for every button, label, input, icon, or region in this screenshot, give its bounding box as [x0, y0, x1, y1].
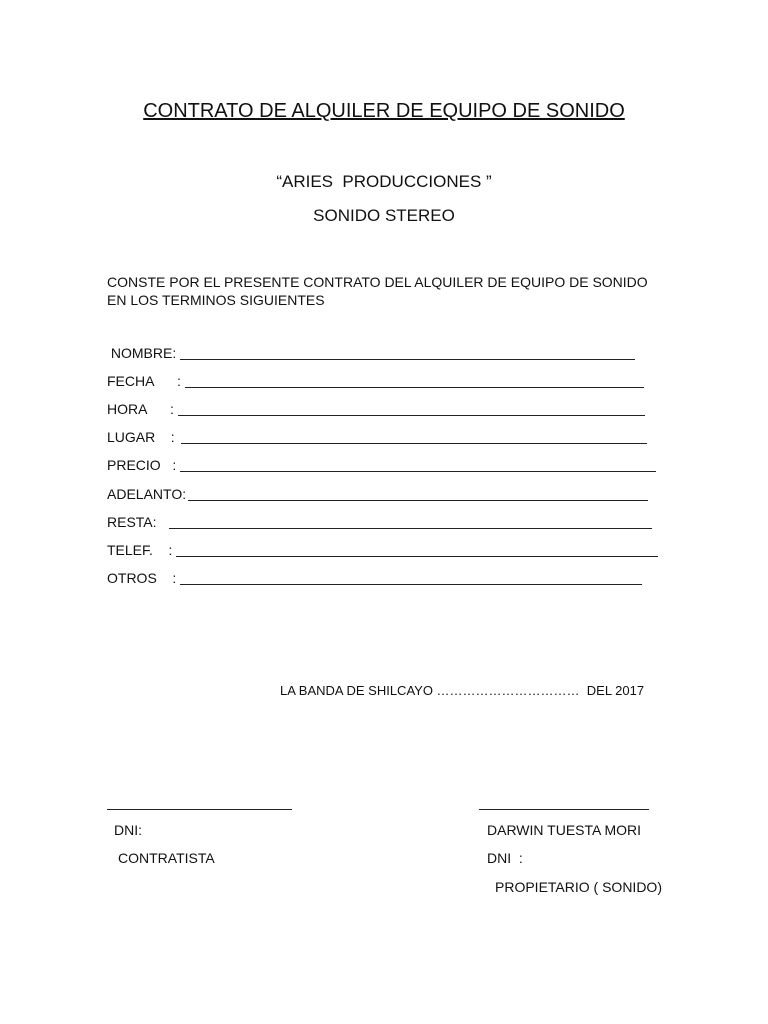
field-line-precio[interactable]: [180, 459, 656, 472]
field-line-lugar[interactable]: [181, 431, 647, 444]
field-label-nombre: NOMBRE:: [107, 345, 177, 361]
field-line-telef[interactable]: [176, 544, 658, 557]
intro-paragraph: CONSTE POR EL PRESENTE CONTRATO DEL ALQUILER DE EQUIPO DE SONIDO EN LOS TERMINOS SIGUIENTES: [107, 274, 648, 308]
field-label-precio: PRECIO :: [107, 457, 177, 473]
field-precio: [107, 458, 656, 472]
field-telef: [107, 543, 658, 557]
place-date: LA BANDA DE SHILCAYO …………………………… DEL 2017: [280, 683, 645, 698]
field-label-resta: RESTA:: [107, 514, 157, 530]
propietario-name: DARWIN TUESTA MORI: [487, 822, 642, 838]
field-nombre: [107, 346, 635, 360]
field-line-adelanto[interactable]: [188, 488, 648, 501]
field-label-lugar: LUGAR :: [107, 429, 175, 445]
field-label-telef: TELEF. :: [107, 542, 173, 558]
signature-line-contratista: [107, 809, 292, 810]
field-otros: [107, 571, 642, 585]
field-line-otros[interactable]: [180, 572, 642, 585]
field-label-otros: OTROS :: [107, 570, 177, 586]
field-hora: [107, 402, 645, 416]
field-adelanto: [107, 487, 648, 501]
field-line-hora[interactable]: [178, 403, 645, 416]
field-resta: [107, 515, 652, 529]
contratista-role: CONTRATISTA: [118, 850, 215, 866]
field-line-resta[interactable]: [169, 516, 652, 529]
field-label-adelanto: ADELANTO:: [107, 486, 187, 502]
propietario-role: PROPIETARIO ( SONIDO): [495, 879, 662, 895]
signature-line-propietario: [479, 809, 649, 810]
contract-title: CONTRATO DE ALQUILER DE EQUIPO DE SONIDO: [143, 100, 625, 122]
field-lugar: [107, 430, 647, 444]
contratista-dni: DNI:: [114, 822, 142, 838]
field-line-fecha[interactable]: [185, 375, 644, 388]
field-label-hora: HORA :: [107, 401, 174, 417]
company-subtitle: SONIDO STEREO: [313, 206, 455, 225]
propietario-dni: DNI :: [487, 850, 523, 866]
field-line-nombre[interactable]: [180, 347, 635, 360]
field-fecha: [107, 374, 644, 388]
company-name: “ARIES PRODUCCIONES ”: [276, 172, 492, 191]
field-label-fecha: FECHA :: [107, 373, 181, 389]
